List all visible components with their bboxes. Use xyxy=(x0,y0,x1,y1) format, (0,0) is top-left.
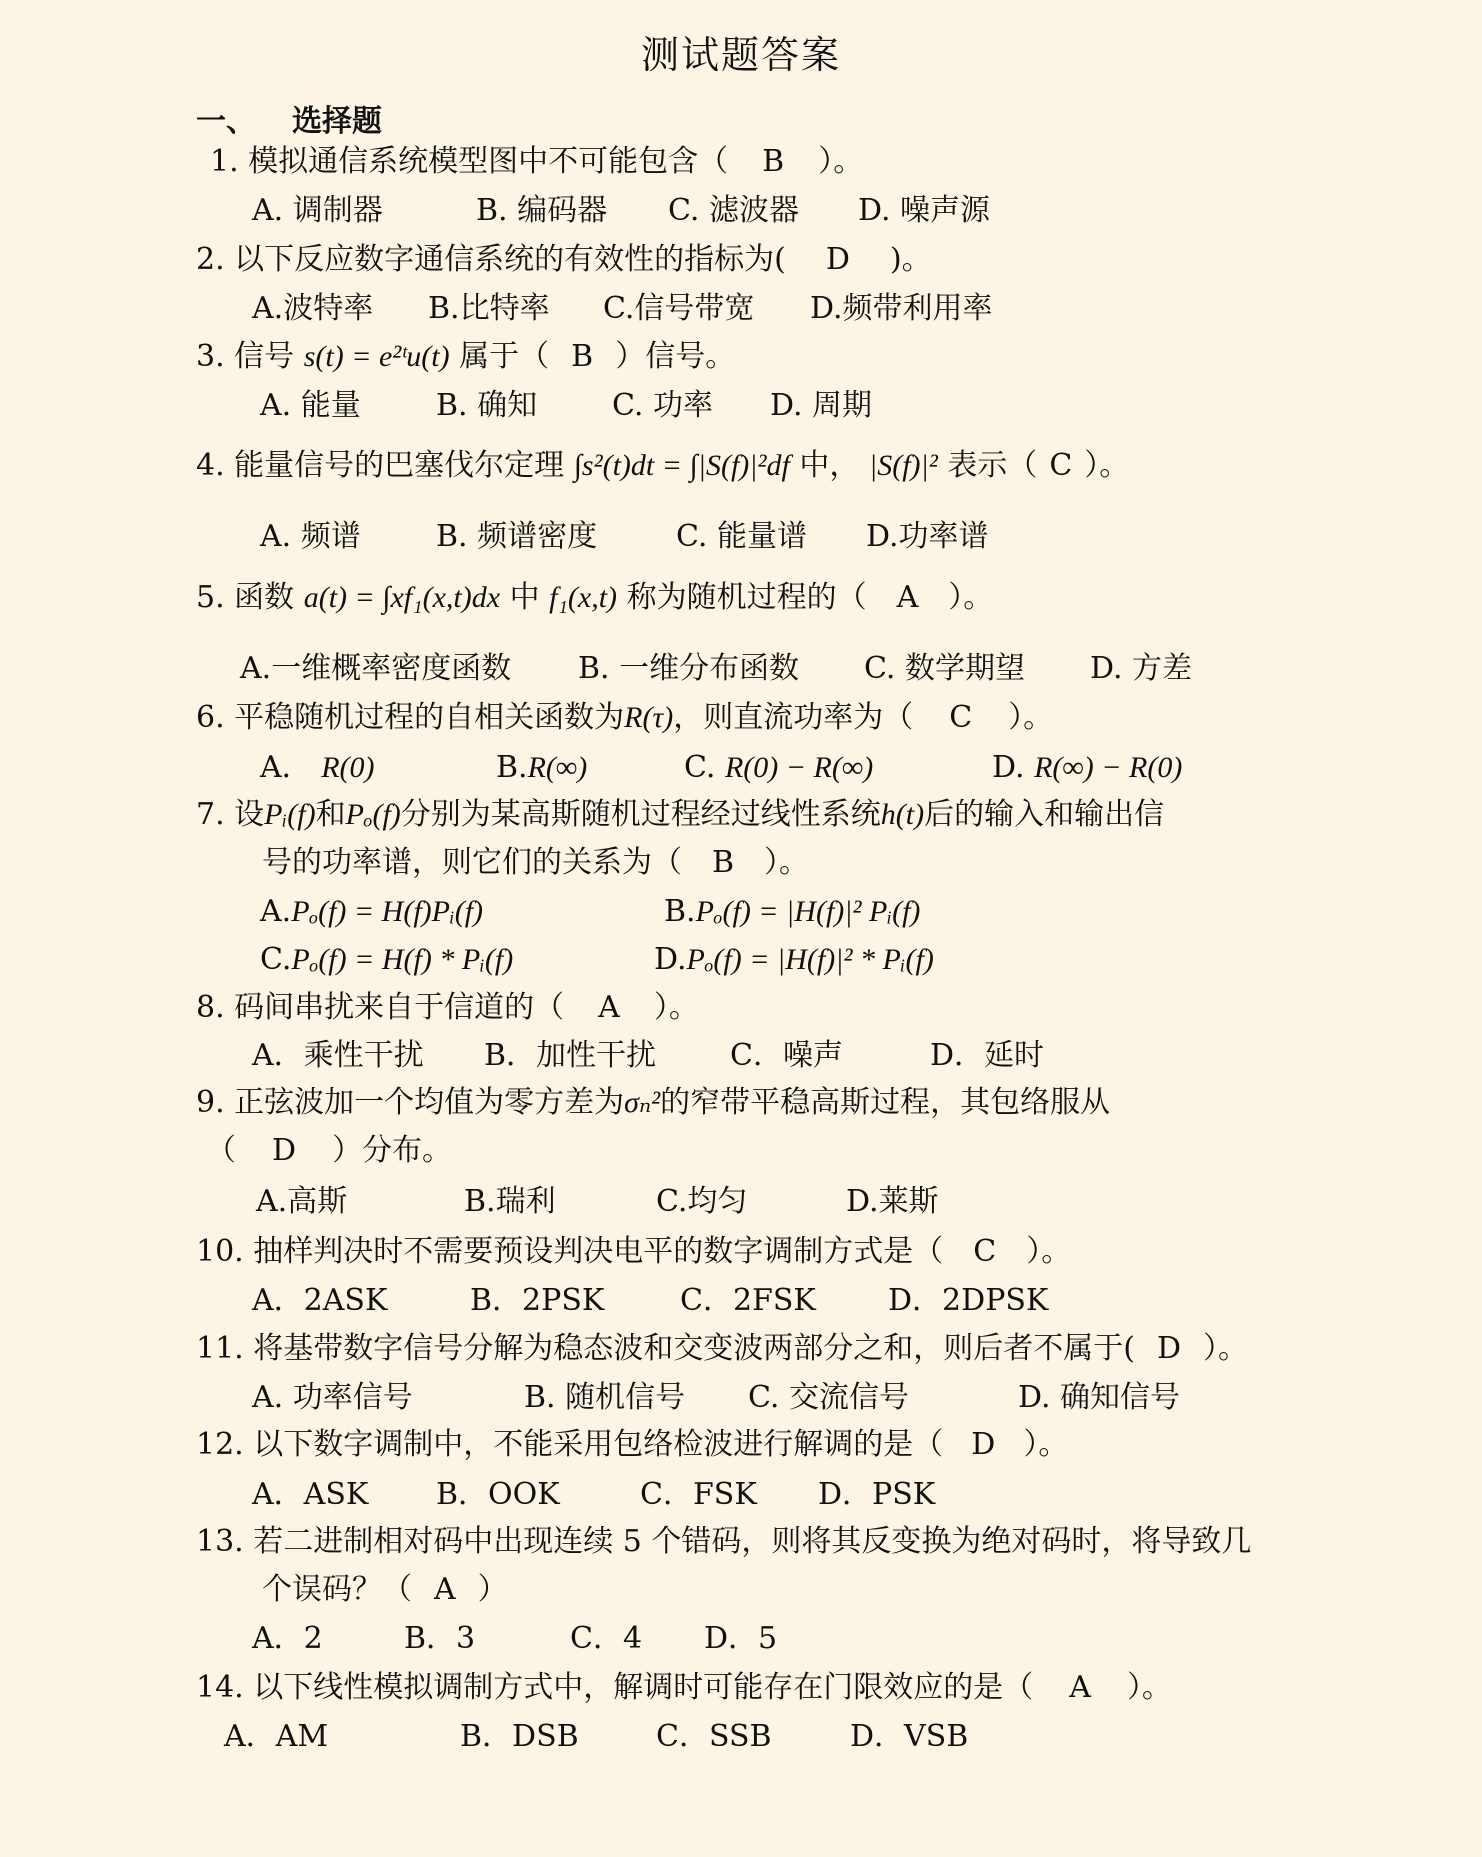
option: A. 功率信号 xyxy=(252,1380,413,1415)
option: B. 随机信号 xyxy=(524,1380,686,1415)
question-11: 11. 将基带数字信号分解为稳态波和交变波两部分之和，则后者不属于( D ）。 xyxy=(196,1329,1248,1369)
formula: Pₒ(f) xyxy=(345,798,401,831)
option: C．SSB xyxy=(656,1719,772,1754)
option: D．延时 xyxy=(930,1038,1045,1073)
answer: C xyxy=(949,700,973,735)
question-7-continued: 号的功率谱，则它们的关系为（ B ）。 xyxy=(262,843,809,883)
option: B. 编码器 xyxy=(476,193,608,228)
page-title: 测试题答案 xyxy=(640,33,841,77)
answer: D xyxy=(1156,1331,1182,1366)
option: D.频带利用率 xyxy=(810,291,993,326)
option: A.Pₒ(f) = H(f)Pᵢ(f) xyxy=(260,894,484,929)
answer: B xyxy=(762,144,785,179)
question-12: 12. 以下数字调制中，不能采用包络检波进行解调的是（ D ）。 xyxy=(196,1425,1068,1465)
answer: A xyxy=(1069,1670,1091,1705)
formula: f₁(x,t) xyxy=(549,581,618,614)
option: D．PSK xyxy=(818,1477,936,1512)
option: A．ASK xyxy=(252,1477,369,1512)
option: D. 噪声源 xyxy=(858,193,991,228)
question-10: 10. 抽样判决时不需要预设判决电平的数字调制方式是（ C ）。 xyxy=(196,1232,1071,1272)
option-formula: Pₒ(f) = |H(f)|² * Pᵢ(f) xyxy=(686,943,934,976)
option: A.波特率 xyxy=(252,291,374,326)
option: A．2ASK xyxy=(252,1283,388,1318)
answer: C xyxy=(973,1234,997,1269)
option: D．2DPSK xyxy=(888,1283,1049,1318)
question-3: 3. 信号 s(t) = e²ᵗu(t) 属于（ B ）信号。 xyxy=(196,337,735,377)
question-number: 1. xyxy=(210,144,239,179)
option-formula: Pₒ(f) = H(f) * Pᵢ(f) xyxy=(291,943,514,976)
option: A. 能量 xyxy=(260,388,361,423)
question-13: 13. 若二进制相对码中出现连续 5 个错码，则将其反变换为绝对码时，将导致几 xyxy=(196,1524,1252,1559)
option: C. 数学期望 xyxy=(864,651,1025,686)
answer: B xyxy=(712,845,735,880)
answer: A xyxy=(598,990,620,1025)
option: B．DSB xyxy=(460,1719,579,1754)
answer: A xyxy=(896,580,919,615)
option: B. 确知 xyxy=(436,388,538,423)
option: A. 调制器 xyxy=(252,193,383,228)
question-2: 2. 以下反应数字通信系统的有效性的指标为( D )。 xyxy=(196,240,932,280)
option: B．OOK xyxy=(436,1477,560,1512)
option: A．2 xyxy=(252,1621,323,1656)
answer: C xyxy=(1049,448,1073,483)
option-formula: Pₒ(f) = |H(f)|² Pᵢ(f) xyxy=(695,895,921,928)
option: D.功率谱 xyxy=(866,519,989,554)
question-6: 6. 平稳随机过程的自相关函数为R(τ)，则直流功率为（ C ）。 xyxy=(196,698,1053,738)
question-8: 8. 码间串扰来自于信道的（ A ）。 xyxy=(196,988,699,1028)
option-formula: R(0) − R(∞) xyxy=(724,751,874,784)
option: B．3 xyxy=(404,1621,476,1656)
answer: D xyxy=(272,1133,297,1168)
option: B. 频谱密度 xyxy=(436,519,598,554)
answer: B xyxy=(571,339,594,374)
question-9-continued: （ D ）分布。 xyxy=(206,1131,452,1171)
option: C.Pₒ(f) = H(f) * Pᵢ(f) xyxy=(260,942,514,977)
formula: ∫s²(t)dt = ∫|S(f)|²df xyxy=(573,449,790,482)
option: A.一维概率密度函数 xyxy=(240,651,512,686)
formula: h(t) xyxy=(880,798,925,831)
option: B.Pₒ(f) = |H(f)|² Pᵢ(f) xyxy=(664,894,921,929)
question-13-continued: 个误码？（ A ） xyxy=(262,1570,508,1610)
formula: |S(f)|² xyxy=(868,449,938,482)
option: B.比特率 xyxy=(428,291,550,326)
option: C. R(0) − R(∞) xyxy=(684,750,874,785)
formula: Pᵢ(f) xyxy=(264,798,316,831)
question-7: 7. 设Pᵢ(f)和Pₒ(f)分别为某高斯随机过程经过线性系统h(t)后的输入和输出信 xyxy=(196,797,1165,832)
question-1: 1. 模拟通信系统模型图中不可能包含（ B ）。 xyxy=(210,142,863,182)
formula: s(t) = e²ᵗu(t) xyxy=(303,340,450,373)
option: D. R(∞) − R(0) xyxy=(992,750,1183,785)
option: A． R(0) xyxy=(260,750,375,785)
option-formula: R(∞) − R(0) xyxy=(1034,751,1183,784)
option: D. 确知信号 xyxy=(1018,1380,1181,1415)
answer: D xyxy=(971,1427,996,1462)
answer: A xyxy=(434,1572,456,1607)
formula: σₙ² xyxy=(624,1086,661,1119)
option: C．噪声 xyxy=(730,1038,843,1073)
option: D. 周期 xyxy=(770,388,873,423)
question-9: 9. 正弦波加一个均值为零方差为σₙ²的窄带平稳高斯过程，其包络服从 xyxy=(196,1085,1111,1120)
option: A. 频谱 xyxy=(260,519,361,554)
option: D.莱斯 xyxy=(846,1184,939,1219)
option: D. 方差 xyxy=(1090,651,1193,686)
formula: a(t) = ∫xf₁(x,t)dx xyxy=(303,581,501,614)
section-heading xyxy=(196,96,382,140)
option: C. 能量谱 xyxy=(676,519,807,554)
option-formula: R(∞) xyxy=(527,751,588,784)
option: A．AM xyxy=(224,1719,329,1754)
option: C. 交流信号 xyxy=(748,1380,909,1415)
question-5: 5. 函数 a(t) = ∫xf₁(x,t)dx 中 f₁(x,t) 称为随机过程的（ A ）。 xyxy=(196,578,993,618)
option: B.R(∞) xyxy=(496,750,588,785)
option: A.高斯 xyxy=(256,1184,348,1219)
option: D．VSB xyxy=(850,1719,969,1754)
option-formula: Pₒ(f) = H(f)Pᵢ(f) xyxy=(291,895,484,928)
question-14: 14. 以下线性模拟调制方式中，解调时可能存在门限效应的是（ A ）。 xyxy=(196,1668,1172,1708)
section-number: 一、 xyxy=(196,104,256,139)
option: B.瑞利 xyxy=(464,1184,556,1219)
option: C．2FSK xyxy=(680,1283,816,1318)
option-formula: R(0) xyxy=(321,751,375,784)
option: C. 功率 xyxy=(612,388,713,423)
option: B．2PSK xyxy=(470,1283,605,1318)
answer: D xyxy=(825,242,850,277)
option: C．FSK xyxy=(640,1477,757,1512)
option: C．4 xyxy=(570,1621,643,1656)
option: C.信号带宽 xyxy=(603,291,755,326)
option: C.均匀 xyxy=(656,1184,748,1219)
option: C. 滤波器 xyxy=(668,193,799,228)
option: A．乘性干扰 xyxy=(252,1038,424,1073)
option: D．5 xyxy=(704,1621,778,1656)
question-4: 4. 能量信号的巴塞伐尔定理 ∫s²(t)dt = ∫|S(f)|²df 中， |S(f)|² 表示（ C ）。 xyxy=(196,446,1129,486)
option: B. 一维分布函数 xyxy=(578,651,800,686)
section-label: 选择题 xyxy=(292,104,382,139)
formula: R(τ) xyxy=(624,701,674,734)
option: B．加性干扰 xyxy=(484,1038,657,1073)
option: D.Pₒ(f) = |H(f)|² * Pᵢ(f) xyxy=(654,942,934,977)
